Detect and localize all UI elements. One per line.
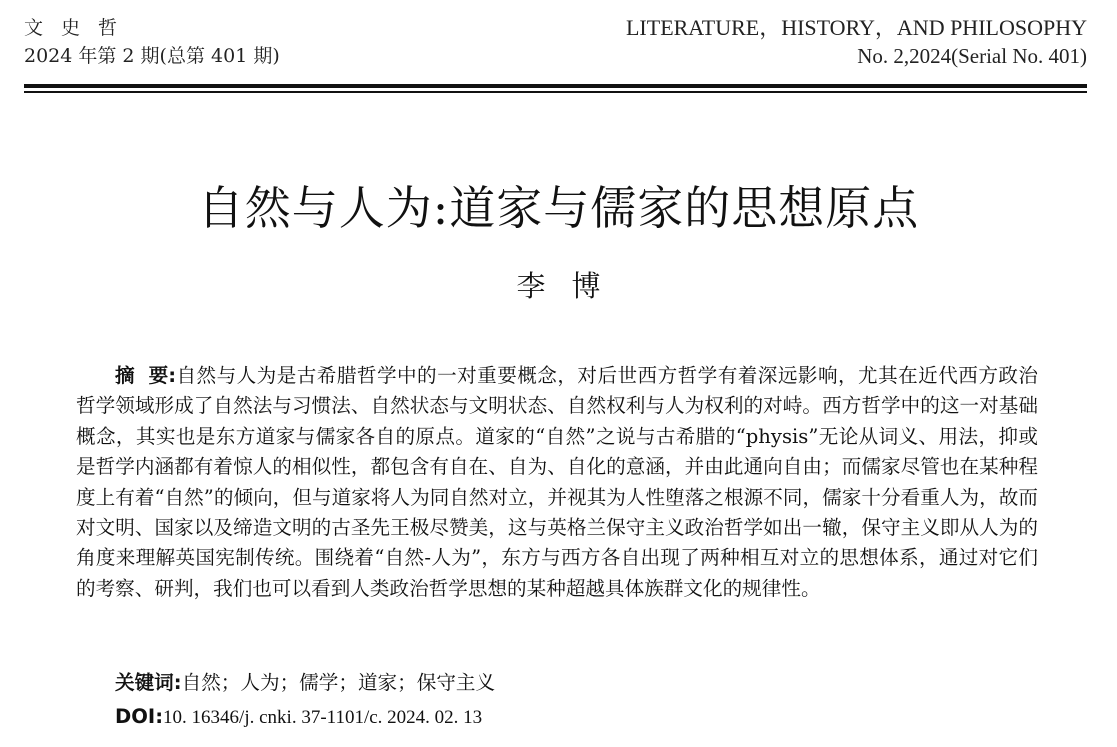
abstract-label <box>115 361 176 391</box>
header-rule-thick <box>24 84 1087 88</box>
article-author: 李博 <box>516 269 627 303</box>
journal-name-cn: 文史哲 <box>24 17 136 39</box>
article-title: 自然与人为:道家与儒家的思想原点 <box>197 181 920 235</box>
doi-value: 10. 16346/j. cnki. 37-1101/c. 2024. 02. 13 <box>163 707 483 728</box>
doi-line <box>115 703 482 732</box>
journal-name-en: LITERATURE，HISTORY，AND PHILOSOPHY <box>625 15 1087 40</box>
header-rule-thin <box>24 91 1087 93</box>
issue-info-en: No. 2,2024(Serial No. 401) <box>857 44 1087 68</box>
abstract-label-second: 要 <box>148 364 169 387</box>
keywords-label: 关键词: <box>115 671 182 694</box>
abstract-label-first: 摘 <box>115 364 135 387</box>
abstract-paragraph <box>76 361 1038 604</box>
running-header-left <box>24 14 280 70</box>
running-header-right <box>626 14 1087 70</box>
keywords-line <box>115 669 495 697</box>
abstract-label-colon: : <box>168 364 177 387</box>
abstract-text: 自然与人为是古希腊哲学中的一对重要概念，对后世西方哲学有着深远影响，尤其在近代西方政治哲学领域形成了自然法与习惯法、自然状态与文明状态、自然权利与人为权利的对峙。西方哲学中的这一对基础概念，其实也是东方道家与儒家各自的原点。道家的“自然”之说与古希腊的“physis”无论从词义、用法，抑或是哲学内涵都有着惊人的相似性，都包含有自在、自为、自化的意涵，并由此通向自由；而儒家尽管也在某种程度上有着“自然”的倾向，但与道家将人为同自然对立，并视其为人性堕落之根源不同，儒家十分看重人为，故而对文明、国家以及缔造文明的古圣先王极尽赞美，这与英格兰保守主义政治哲学如出一辙，保守主义即从人为的角度来理解英国宪制传统。围绕着“自然-人为”，东方与西方各自出现了两种相互对立的思想体系，通过对它们的考察、研判，我们也可以看到人类政治哲学思想的某种超越具体族群文化的规律性。 <box>76 364 1038 600</box>
issue-info-cn: 2024 年第 2 期(总第 401 期) <box>24 45 280 67</box>
doi-label: DOI: <box>115 705 164 728</box>
keywords-value: 自然；人为；儒学；道家；保守主义 <box>181 671 496 694</box>
